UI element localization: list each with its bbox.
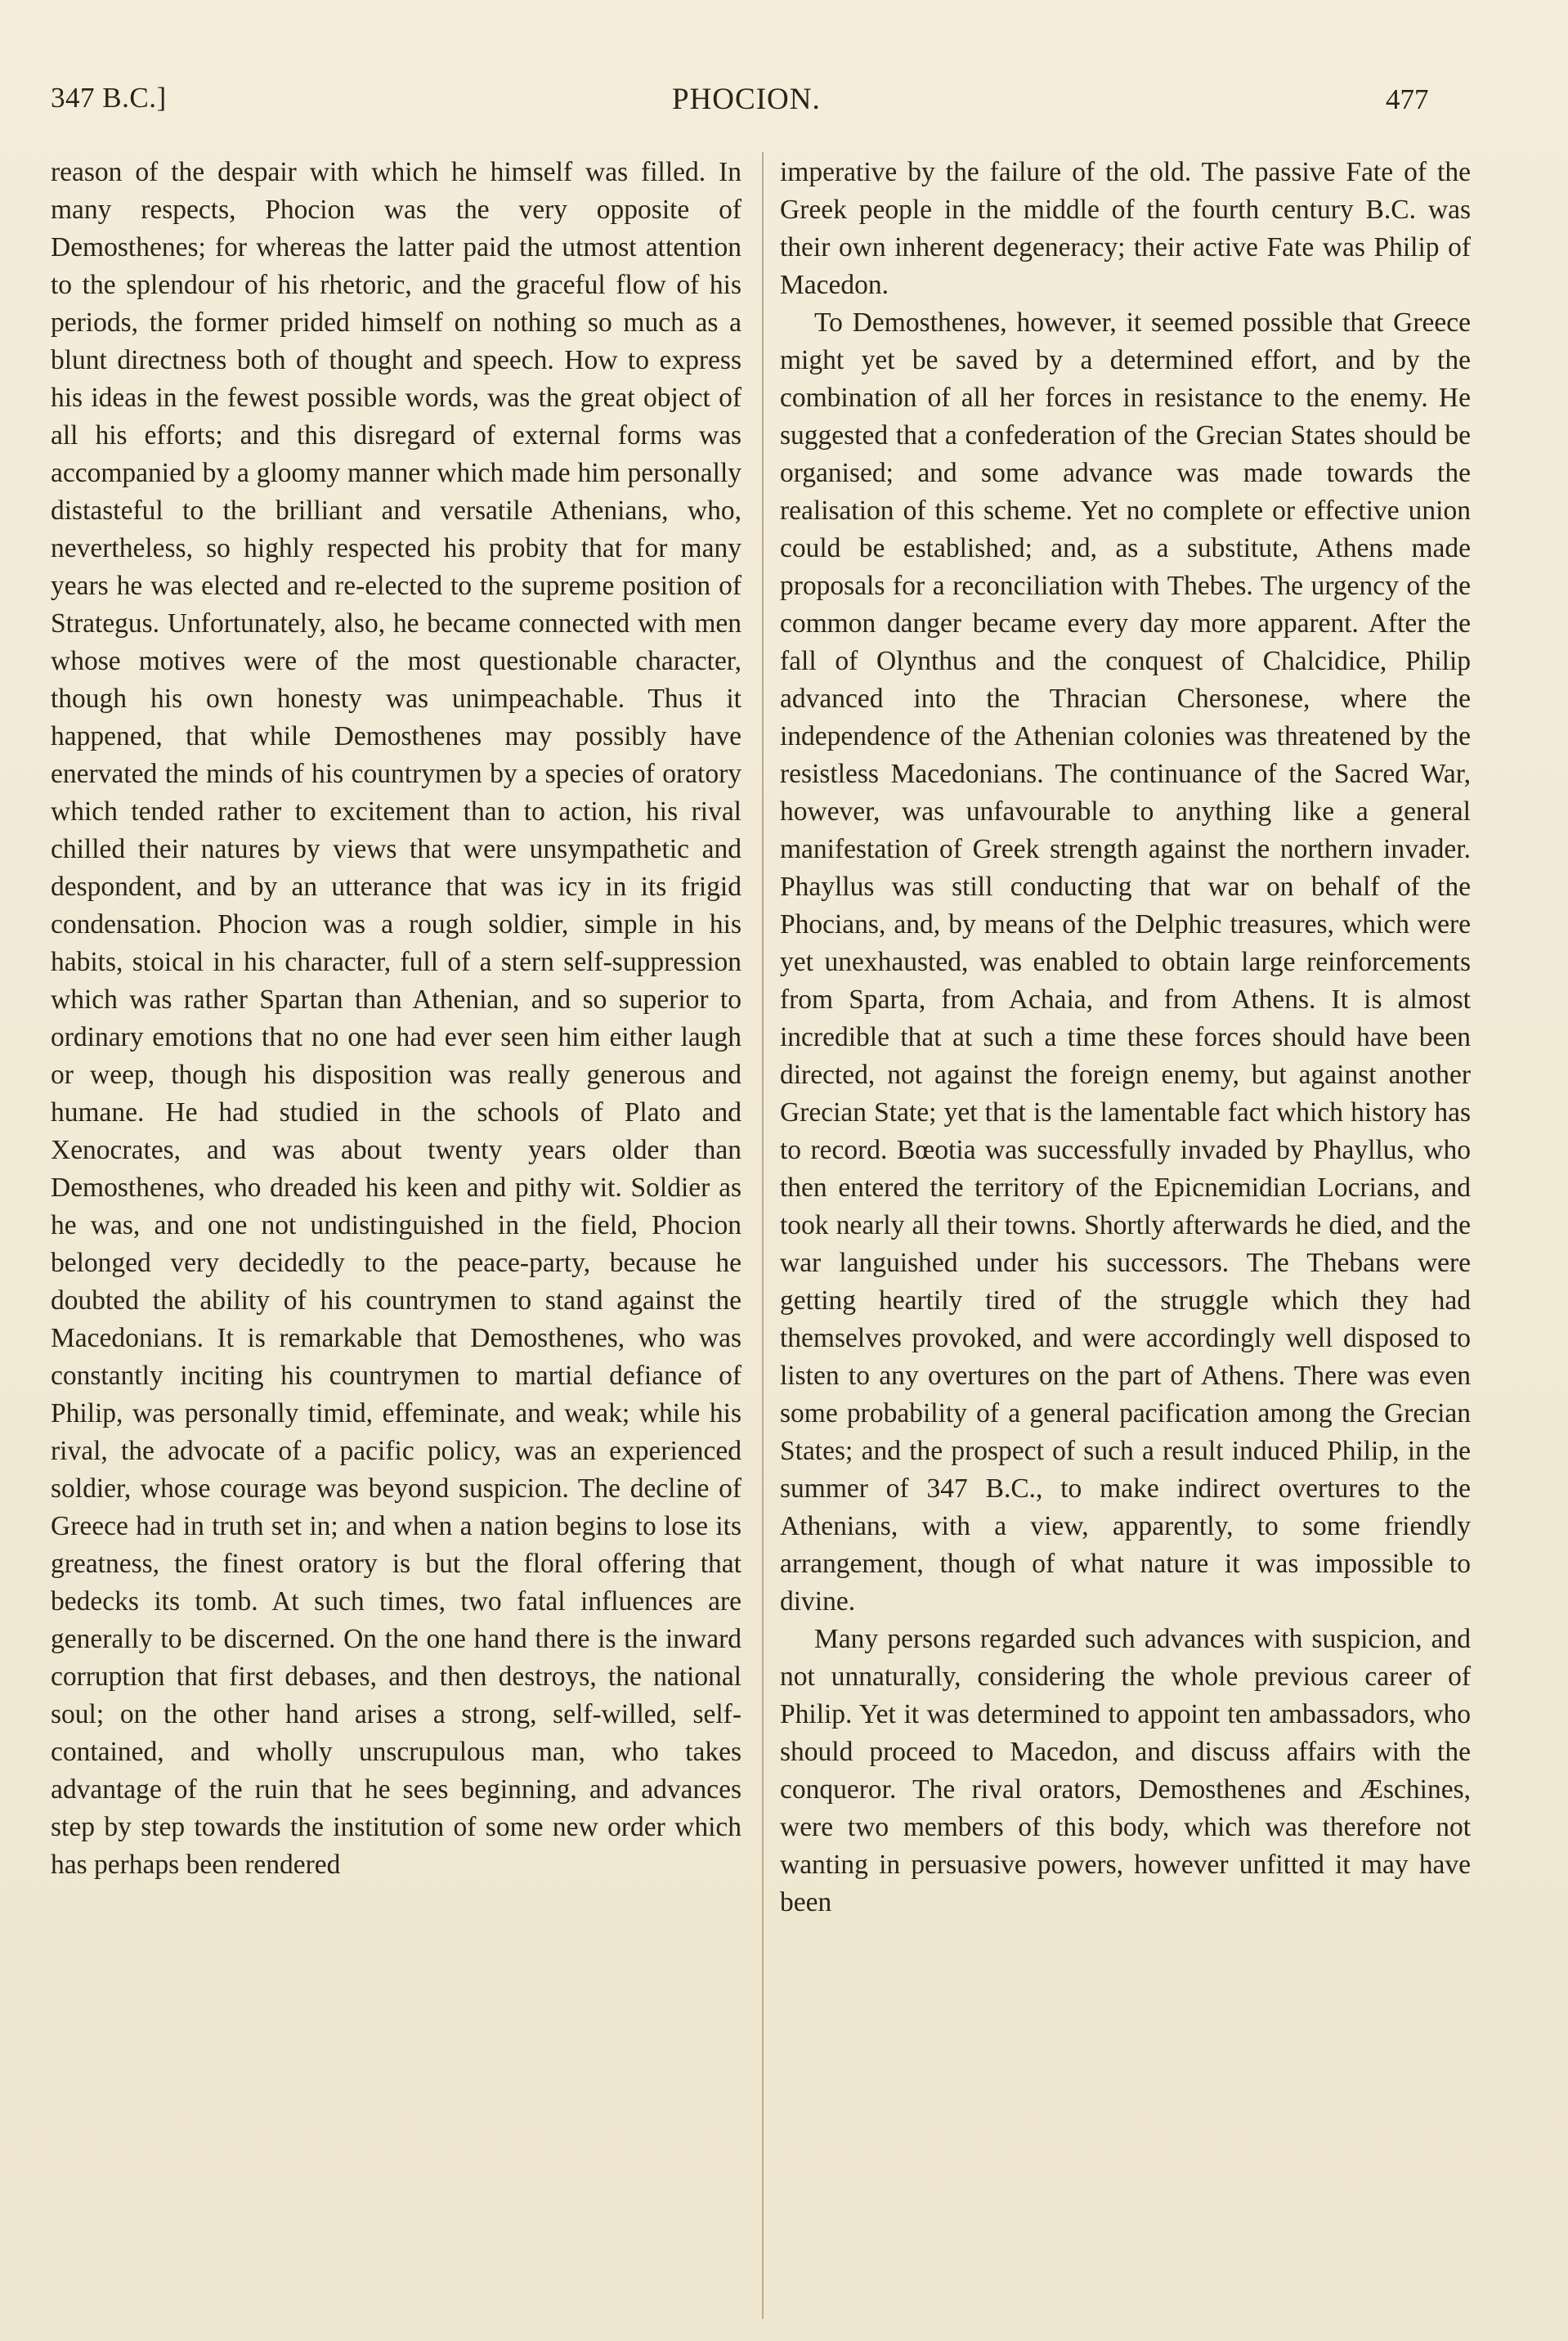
column-divider xyxy=(762,152,764,2319)
page-number: 477 xyxy=(1386,83,1429,115)
running-head-title: PHOCION. xyxy=(672,83,821,116)
running-head xyxy=(51,82,1440,131)
left-column xyxy=(51,154,741,1884)
right-paragraph-3: Many persons regarded such advances with suspicion, and not unnaturally, considering the whole previous career of Philip. Yet it was determined to appoint ten ambassadors, who should proceed to Macedon, and discuss affairs with the conqueror. The rival orators, Demosthenes and Æschines, were two members of this body, which was therefore not wanting in persuasive powers, however unfitted it may have been xyxy=(780,1624,1471,1917)
right-column xyxy=(780,154,1471,1922)
running-head-date: 347 B.C.] xyxy=(51,82,167,114)
left-paragraph-1: reason of the despair with which he himself was filled. In many respects, Phocion was the very opposite of Demosthenes; for whereas the latter paid the utmost attention to the splendour of his rhetoric, and the graceful flow of his periods, the former prided himself on nothing so much as a blunt directness both of thought and speech. How to express his ideas in the fewest possible words, was the great object of all his efforts; and this disregard of external forms was accompanied by a gloomy manner which made him personally distasteful to the brilliant and versatile Athenians, who, nevertheless, so highly respected his probity that for many years he was elected and re-elected to the supreme position of Strategus. Unfortunately, also, he became connected with men whose motives were of the most questionable character, though his own honesty was unimpeachable. Thus it happened, that while Demosthenes may possibly have enervated the minds of his countrymen by a species of oratory which tended rather to excitement than to action, his rival chilled their natures by views that were unsympathetic and despondent, and by an utterance that was icy in its frigid condensation. Phocion was a rough soldier, simple in his habits, stoical in his character, full of a stern self-suppression which was rather Spartan than Athenian, and so superior to ordinary emotions that no one had ever seen him either laugh or weep, though his disposition was really generous and humane. He had studied in the schools of Plato and Xenocrates, and was about twenty years older than Demosthenes, who dreaded his keen and pithy wit. Soldier as he was, and one not undistinguished in the field, Phocion belonged very decidedly to the peace-party, because he doubted the ability of his countrymen to stand against the Macedonians. It is remarkable that Demosthenes, who was constantly inciting his countrymen to martial defiance of Philip, was personally timid, effeminate, and weak; while his rival, the advocate of a pacific policy, was an experienced soldier, whose courage was beyond suspicion. The decline of Greece had in truth set in; and when a nation begins to lose its greatness, the finest oratory is but the floral offering that bedecks its tomb. At such times, two fatal influences are generally to be discerned. On the one hand there is the inward corruption that first debases, and then destroys, the national soul; on the other hand arises a strong, self-willed, self-contained, and wholly unscrupulous man, who takes advantage of the ruin that he sees beginning, and advances step by step towards the institution of some new order which has perhaps been rendered xyxy=(51,157,741,1880)
right-paragraph-2: To Demosthenes, however, it seemed possible that Greece might yet be saved by a determined effort, and by the combination of all her forces in resistance to the enemy. He suggested that a confederation of the Grecian States should be organised; and some advance was made towards the realisation of this scheme. Yet no complete or effective union could be established; and, as a substitute, Athens made proposals for a reconciliation with Thebes. The urgency of the common danger became every day more apparent. After the fall of Olynthus and the conquest of Chalcidice, Philip advanced into the Thracian Chersonese, where the independence of the Athenian colonies was threatened by the resistless Macedonians. The continuance of the Sacred War, however, was unfavourable to anything like a general manifestation of Greek strength against the northern invader. Phayllus was still conducting that war on behalf of the Phocians, and, by means of the Delphic treasures, which were yet unexhausted, was enabled to obtain large reinforcements from Sparta, from Achaia, and from Athens. It is almost incredible that at such a time these forces should have been directed, not against the foreign enemy, but against another Grecian State; yet that is the lamentable fact which history has to record. Bœotia was successfully invaded by Phayllus, who then entered the territory of the Epicnemidian Locrians, and took nearly all their towns. Shortly afterwards he died, and the war languished under his successors. The Thebans were getting heartily tired of the struggle which they had themselves provoked, and were accordingly well disposed to listen to any overtures on the part of Athens. There was even some probability of a general pacification among the Grecian States; and the prospect of such a result induced Philip, in the summer of 347 B.C., to make indirect overtures to the Athenians, with a view, apparently, to some friendly arrangement, though of what nature it was impossible to divine. xyxy=(780,307,1471,1617)
right-paragraph-1: imperative by the failure of the old. The passive Fate of the Greek people in the middle of the fourth century B.C. was their own inherent degeneracy; their active Fate was Philip of Macedon. xyxy=(780,157,1471,300)
